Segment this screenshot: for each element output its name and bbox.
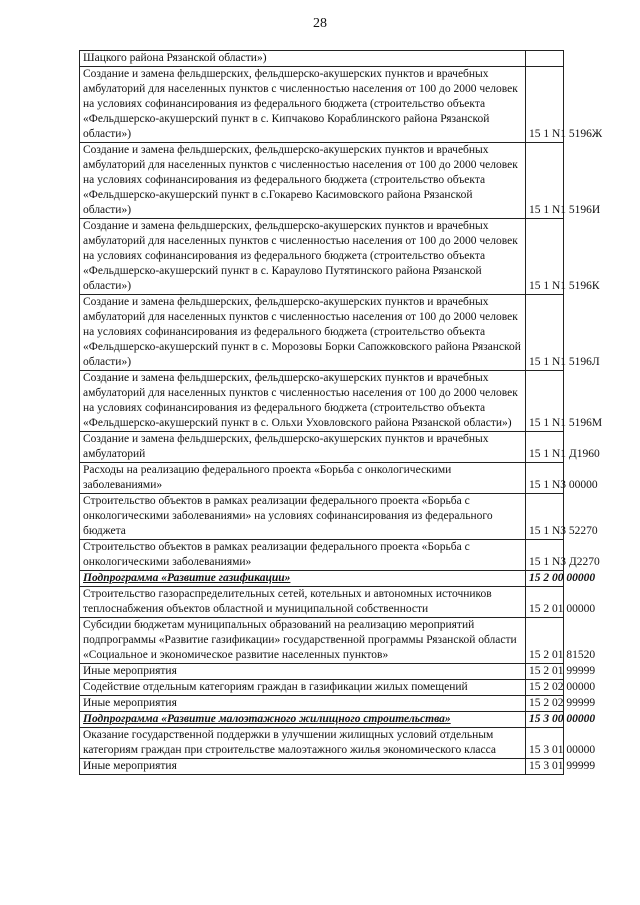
expense-name-cell: Содействие отдельным категориям граждан в газификации жилых помещений: [80, 680, 526, 696]
classification-code-cell: 15 1 N1 5196Ж: [526, 67, 564, 143]
classification-code-cell: 15 1 N1 5196М: [526, 371, 564, 432]
classification-code-cell: 15 1 N1 5196Л: [526, 295, 564, 371]
expense-name-cell: Строительство объектов в рамках реализации федерального проекта «Борьба с онкологическими заболеваниями» на условиях софинансирования из федерального бюджета: [80, 494, 526, 540]
table-row: [80, 371, 564, 432]
page-number: 28: [313, 16, 327, 31]
classification-code-cell: 15 1 N3 00000: [526, 463, 564, 494]
table-row: [80, 571, 564, 587]
table-row: [80, 664, 564, 680]
expense-name-cell: Подпрограмма «Развитие газификации»: [80, 571, 526, 587]
expense-name-cell: Создание и замена фельдшерских, фельдшерско-акушерских пунктов и врачебных амбулаторий для населенных пунктов с численностью населения от 100 до 2000 человек на условиях софинансирования из федерального бюджета (строительство объекта «Фельдшерско-акушерский пункт в с. Кипчаково Кораблинского района Рязанской области»): [80, 67, 526, 143]
expense-name-cell: Создание и замена фельдшерских, фельдшерско-акушерских пунктов и врачебных амбулаторий для населенных пунктов с численностью населения от 100 до 2000 человек на условиях софинансирования из федерального бюджета (строительство объекта «Фельдшерско-акушерский пункт в с.Гокарево Касимовского района Рязанской области»): [80, 143, 526, 219]
classification-code-cell: 15 1 N1 Д1960: [526, 432, 564, 463]
classification-code-cell: 15 2 00 00000: [526, 571, 564, 587]
table-row: [80, 432, 564, 463]
expense-name-cell: Иные мероприятия: [80, 759, 526, 775]
classification-code-cell: 15 3 01 99999: [526, 759, 564, 775]
expense-name-cell: Субсидии бюджетам муниципальных образований на реализацию мероприятий подпрограммы «Развитие газификации» государственной программы Рязанской области «Социальное и экономическое развитие населенных пунктов»: [80, 618, 526, 664]
expense-name-cell: Расходы на реализацию федерального проекта «Борьба с онкологическими заболеваниями»: [80, 463, 526, 494]
expense-name-cell: Создание и замена фельдшерских, фельдшерско-акушерских пунктов и врачебных амбулаторий для населенных пунктов с численностью населения от 100 до 2000 человек на условиях софинансирования из федерального бюджета (строительство объекта «Фельдшерско-акушерский пункт в с. Морозовы Борки Сапожковского района Рязанской области»): [80, 295, 526, 371]
classification-code-cell: 15 1 N1 5196К: [526, 219, 564, 295]
classification-code-cell: 15 1 N3 Д2270: [526, 540, 564, 571]
expense-name-cell: Иные мероприятия: [80, 696, 526, 712]
budget-classification-table: [79, 50, 603, 775]
table-row: [80, 618, 564, 664]
classification-code-cell: 15 3 00 00000: [526, 712, 564, 728]
classification-code-cell: 15 1 N1 5196И: [526, 143, 564, 219]
table-row: [80, 219, 564, 295]
classification-code-cell: 15 2 02 99999: [526, 696, 564, 712]
table-row: [80, 494, 564, 540]
table-row: [80, 51, 564, 67]
expense-name-cell: Строительство объектов в рамках реализации федерального проекта «Борьба с онкологическими заболеваниями»: [80, 540, 526, 571]
expense-name-cell: Шацкого района Рязанской области»): [80, 51, 526, 67]
expense-name-cell: Строительство газораспределительных сетей, котельных и автономных источников теплоснабжения объектов областной и муниципальной собственности: [80, 587, 526, 618]
expense-name-cell: Подпрограмма «Развитие малоэтажного жилищного строительства»: [80, 712, 526, 728]
classification-code-cell: 15 3 01 00000: [526, 728, 564, 759]
table-row: [80, 587, 564, 618]
table-row: [80, 463, 564, 494]
expense-name-cell: Создание и замена фельдшерских, фельдшерско-акушерских пунктов и врачебных амбулаторий для населенных пунктов с численностью населения от 100 до 2000 человек на условиях софинансирования из федерального бюджета (строительство объекта «Фельдшерско-акушерский пункт в с. Караулово Путятинского района Рязанской области»): [80, 219, 526, 295]
table-row: [80, 696, 564, 712]
expense-name-cell: Создание и замена фельдшерских, фельдшерско-акушерских пунктов и врачебных амбулаторий для населенных пунктов с численностью населения от 100 до 2000 человек на условиях софинансирования из федерального бюджета (строительство объекта «Фельдшерско-акушерский пункт в с. Ольхи Уховловского района Рязанской области»): [80, 371, 526, 432]
classification-code-cell: [526, 51, 564, 67]
classification-code-cell: 15 2 01 00000: [526, 587, 564, 618]
table-row: [80, 680, 564, 696]
classification-code-cell: 15 1 N3 52270: [526, 494, 564, 540]
table-row: [80, 728, 564, 759]
table-row: [80, 712, 564, 728]
expense-name-cell: Оказание государственной поддержки в улучшении жилищных условий отдельным категориям граждан при строительстве малоэтажного жилья экономического класса: [80, 728, 526, 759]
table-row: [80, 759, 564, 775]
expense-name-cell: Создание и замена фельдшерских, фельдшерско-акушерских пунктов и врачебных амбулаторий: [80, 432, 526, 463]
table-row: [80, 295, 564, 371]
table-body: [80, 51, 603, 775]
table-row: [80, 67, 564, 143]
classification-code-cell: 15 2 01 99999: [526, 664, 564, 680]
table-row: [80, 540, 564, 571]
table-row: [80, 143, 564, 219]
classification-code-cell: 15 2 01 81520: [526, 618, 564, 664]
classification-code-cell: 15 2 02 00000: [526, 680, 564, 696]
expense-name-cell: Иные мероприятия: [80, 664, 526, 680]
